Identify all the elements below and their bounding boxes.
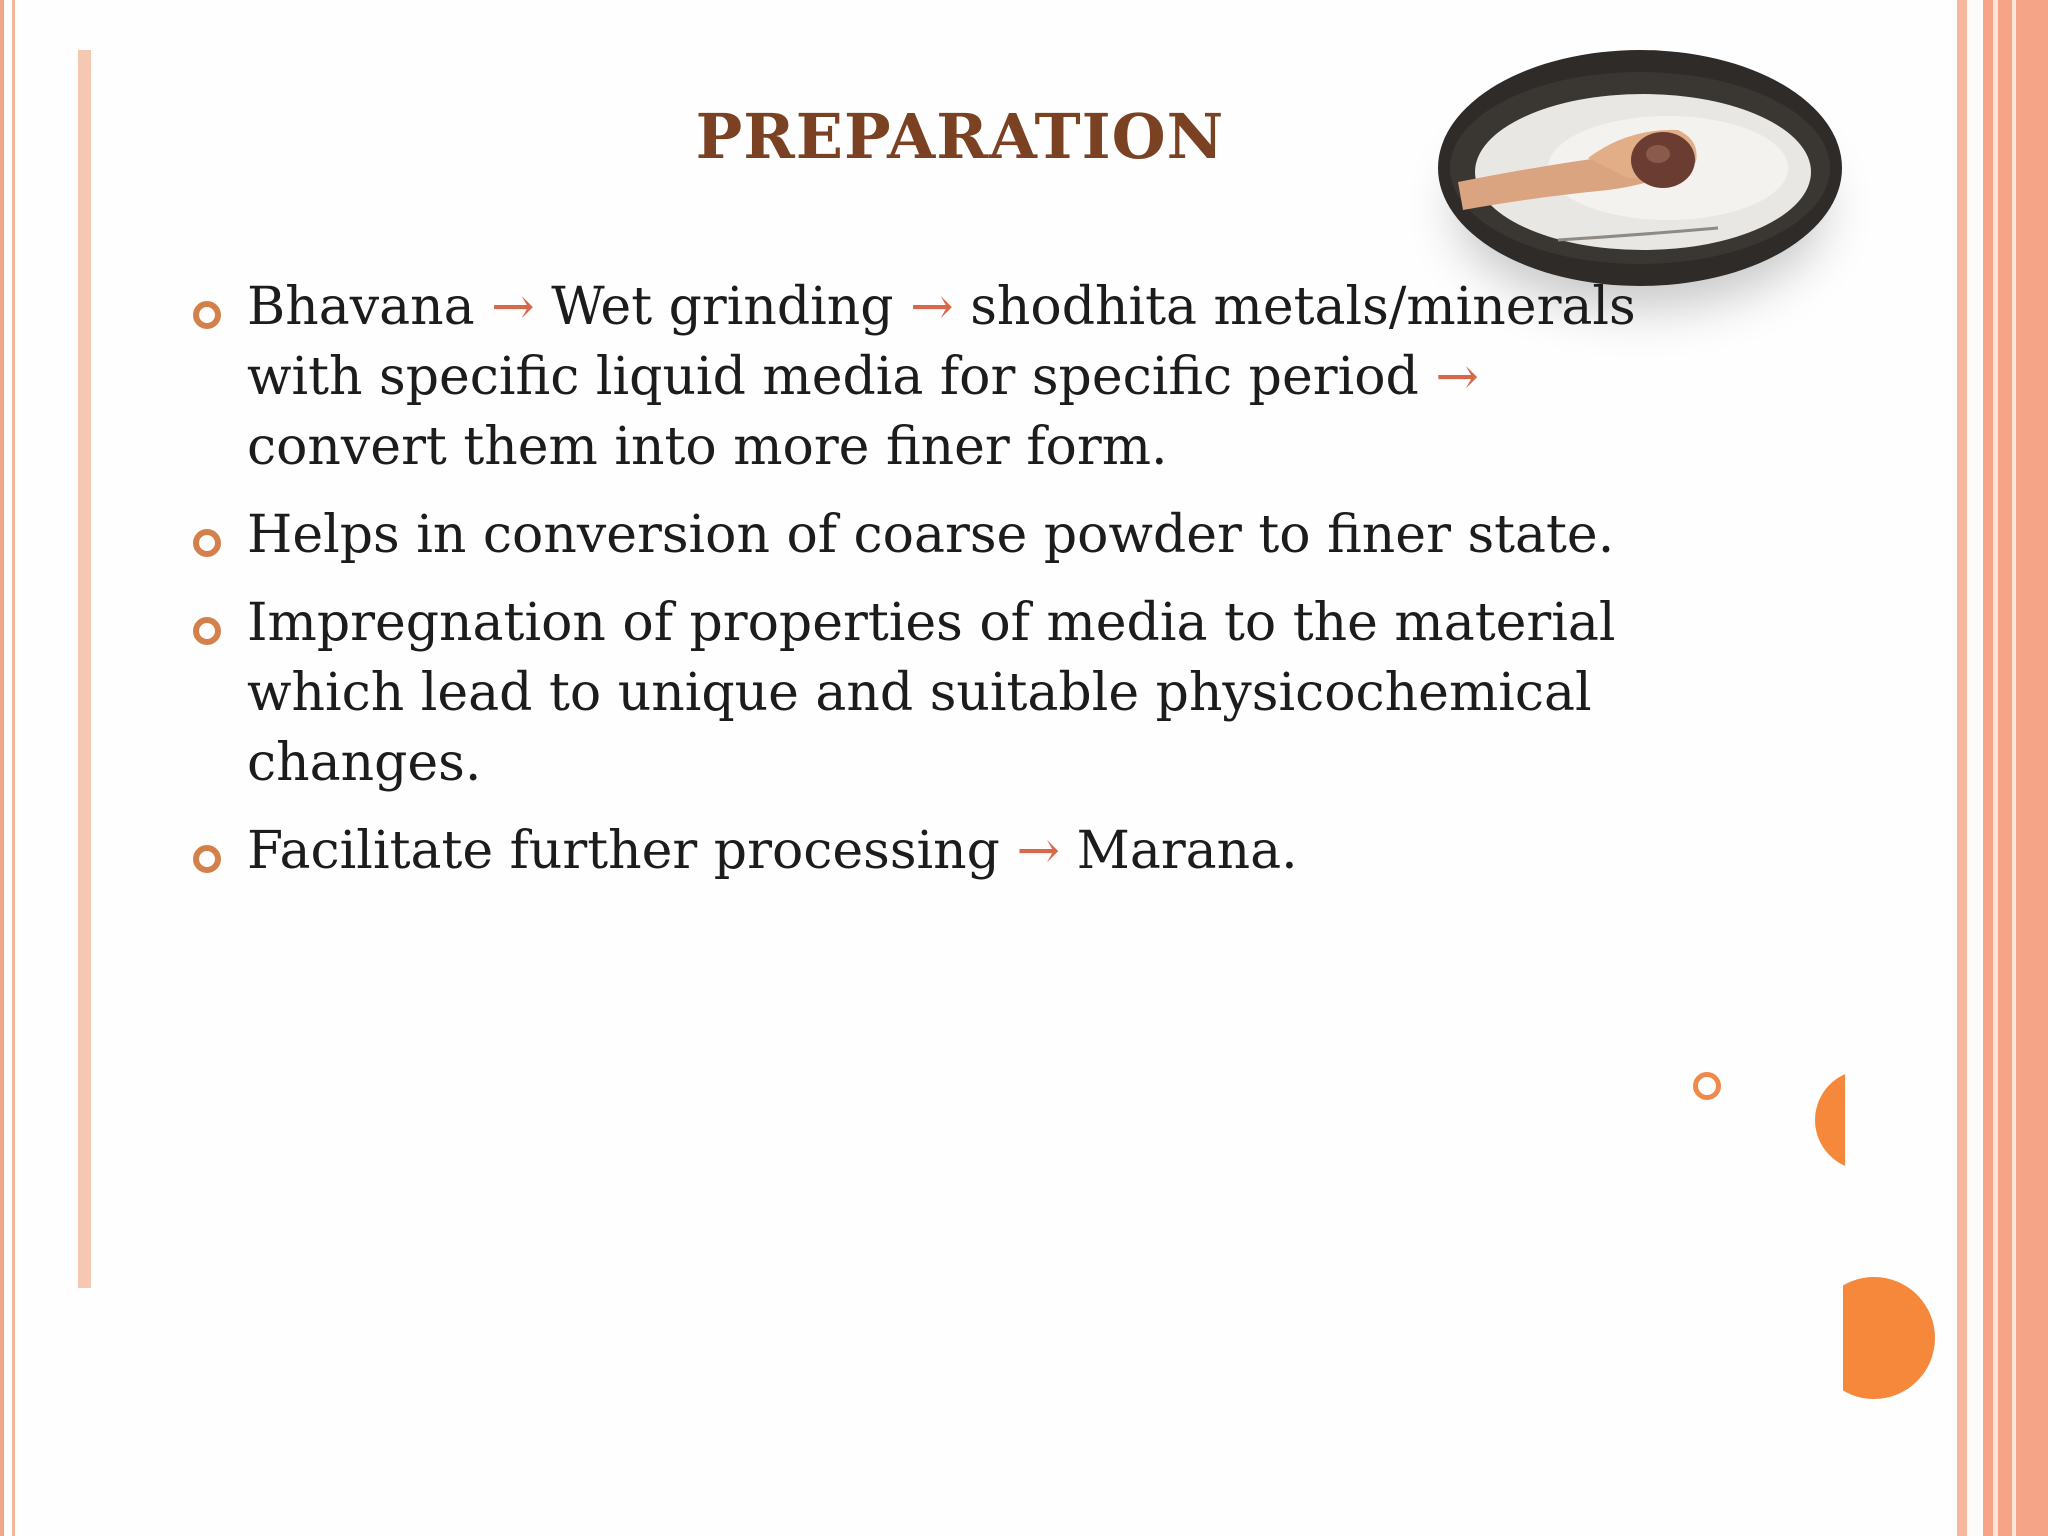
- arrow-icon: →: [491, 277, 535, 337]
- preparation-photo: [1438, 50, 1842, 286]
- bullet-ring-icon: [193, 529, 221, 557]
- text-segment: convert them into more finer form.: [247, 417, 1168, 477]
- right-border-gap: [1967, 0, 1983, 1536]
- text-segment: Facilitate further processing: [247, 821, 1017, 881]
- right-border-line: [2012, 0, 2016, 1536]
- right-border-line: [1993, 0, 1998, 1536]
- bullet-text: [247, 272, 1660, 482]
- bullet-ring-icon: [193, 301, 221, 329]
- bullet-item: [190, 816, 1660, 886]
- bullet-item: [190, 588, 1660, 798]
- bullet-item: [190, 272, 1660, 482]
- left-border-stripe: [12, 0, 15, 1536]
- bullet-ring-icon: [193, 617, 221, 645]
- bullet-ring-icon: [193, 845, 221, 873]
- text-segment: Marana.: [1060, 821, 1298, 881]
- orange-circle-icon: [1815, 1070, 1845, 1170]
- text-segment: Helps in conversion of coarse powder to finer state.: [247, 505, 1615, 565]
- decorative-circle: [1843, 1275, 1953, 1405]
- text-segment: Impregnation of properties of media to the material which lead to unique and suitable physicochemical changes.: [247, 593, 1616, 793]
- text-segment: shodhita metals/minerals with specific liquid media for specific period: [247, 277, 1636, 407]
- bullet-text: [247, 500, 1660, 570]
- decorative-ring-icon: [1693, 1072, 1721, 1100]
- arrow-icon: →: [1016, 821, 1061, 881]
- text-segment: Bhavana: [247, 277, 492, 337]
- bullet-item: [190, 500, 1660, 570]
- arrow-icon: →: [910, 277, 954, 337]
- left-border-stripe: [0, 0, 4, 1536]
- decorative-half-circle: [1780, 1060, 1845, 1180]
- arrow-icon: →: [1435, 347, 1479, 407]
- bullet-text: [247, 816, 1660, 886]
- left-accent-bar: [78, 50, 91, 1288]
- bullet-text: [247, 588, 1660, 798]
- slide-title: PREPARATION: [695, 99, 1225, 173]
- bullet-list: [190, 272, 1660, 904]
- text-segment: Wet grinding: [534, 277, 911, 337]
- right-border-stripe: [1957, 0, 1967, 1536]
- orange-dot-icon: [1843, 1277, 1935, 1399]
